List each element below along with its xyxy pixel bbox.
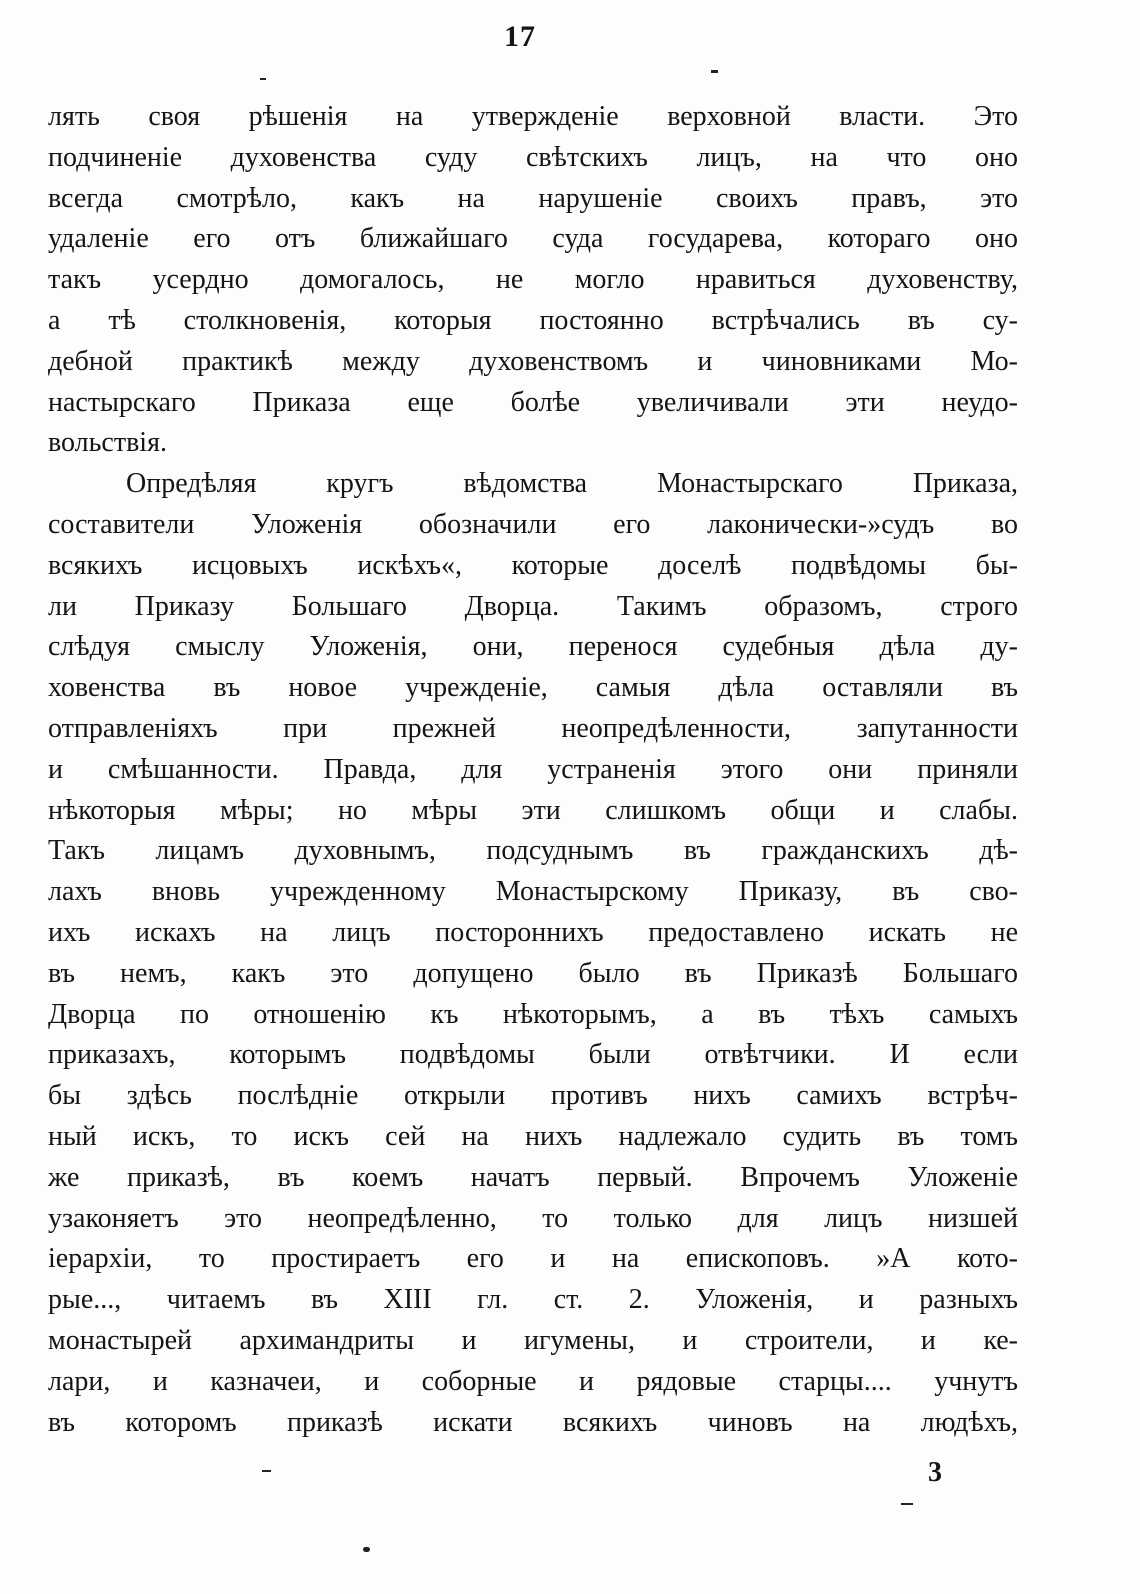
text-line: настырскаго Приказа еще болѣе увеличивали эти неудо- bbox=[48, 386, 1018, 418]
text-line: же приказѣ, въ коемъ начатъ первый. Впрочемъ Уложеніе bbox=[48, 1161, 1018, 1193]
signature-mark: 3 bbox=[928, 1457, 942, 1488]
text-line: а тѣ столкновенія, которыя постоянно встрѣчались въ су- bbox=[48, 304, 1018, 336]
paragraph-start-line: Опредѣляя кругъ вѣдомства Монастырскаго Приказа, bbox=[126, 468, 1018, 500]
text-line: приказахъ, которымъ подвѣдомы были отвѣтчики. И если bbox=[48, 1039, 1018, 1071]
text-line: такъ усердно домогалось, не могло нравиться духовенству, bbox=[48, 264, 1018, 296]
print-speck bbox=[260, 78, 266, 80]
text-line: лари, и казначеи, и соборные и рядовые старцы.... учнутъ bbox=[48, 1365, 1018, 1397]
text-line: бы здѣсь послѣдніе открыли противъ нихъ самихъ встрѣч- bbox=[48, 1080, 1018, 1112]
text-line: и смѣшанности. Правда, для устраненія этого они приняли bbox=[48, 753, 1018, 785]
text-line: іерархіи, то простираетъ его и на епископовъ. »А кото- bbox=[48, 1243, 1018, 1275]
text-line: нѣкоторыя мѣры; но мѣры эти слишкомъ общи и слабы. bbox=[48, 794, 1018, 826]
text-line: Дворца по отношенію къ нѣкоторымъ, а въ тѣхъ самыхъ bbox=[48, 998, 1018, 1030]
print-speck bbox=[711, 70, 718, 73]
text-line: лять своя рѣшенія на утвержденіе верховной власти. Это bbox=[48, 101, 1018, 132]
text-line: дебной практикѣ между духовенствомъ и чиновниками Мо- bbox=[48, 345, 1018, 377]
text-line: составители Уложенія обозначили его лаконически-»судъ во bbox=[48, 508, 1018, 540]
text-line: рые..., читаемъ въ XIII гл. ст. 2. Уложенія, и разныхъ bbox=[48, 1284, 1018, 1316]
print-speck bbox=[901, 1503, 913, 1505]
print-speck bbox=[262, 1470, 271, 1472]
text-line: ховенства въ новое учрежденіе, самыя дѣла оставляли въ bbox=[48, 672, 1018, 704]
text-line: ихъ искахъ на лицъ постороннихъ предоставлено искать не bbox=[48, 916, 1018, 948]
text-line: лахъ вновь учрежденному Монастырскому Приказу, въ сво- bbox=[48, 876, 1018, 908]
page-number: 17 bbox=[504, 20, 536, 53]
text-line: узаконяетъ это неопредѣленно, то только для лицъ низшей bbox=[48, 1202, 1018, 1234]
text-line: ли Приказу Большаго Дворца. Такимъ образомъ, строго bbox=[48, 590, 1018, 622]
text-line: монастырей архимандриты и игумены, и строители, и ке- bbox=[48, 1324, 1018, 1356]
print-speck bbox=[363, 1547, 370, 1552]
text-line: Такъ лицамъ духовнымъ, подсуднымъ въ гражданскихъ дѣ- bbox=[48, 835, 1018, 867]
text-line: слѣдуя смыслу Уложенія, они, перенося судебныя дѣла ду- bbox=[48, 631, 1018, 663]
text-line: отправленіяхъ при прежней неопредѣленности, запутанности bbox=[48, 712, 1018, 744]
text-line: вольствія. bbox=[48, 427, 167, 459]
text-line: удаленіе его отъ ближайшаго суда государева, котораго оно bbox=[48, 223, 1018, 255]
body-text bbox=[48, 97, 1018, 1443]
text-line: въ немъ, какъ это допущено было въ Приказѣ Большаго bbox=[48, 957, 1018, 989]
text-line: всякихъ исцовыхъ искѣхъ«, которые доселѣ подвѣдомы бы- bbox=[48, 549, 1018, 581]
text-line: ный искъ, то искъ сей на нихъ надлежало судить въ томъ bbox=[48, 1120, 1018, 1152]
text-line: въ которомъ приказѣ искати всякихъ чиновъ на людѣхъ, bbox=[48, 1406, 1018, 1438]
text-line: всегда смотрѣло, какъ на нарушеніе своихъ правъ, это bbox=[48, 182, 1018, 214]
text-line: подчиненіе духовенства суду свѣтскихъ лицъ, на что оно bbox=[48, 141, 1018, 173]
